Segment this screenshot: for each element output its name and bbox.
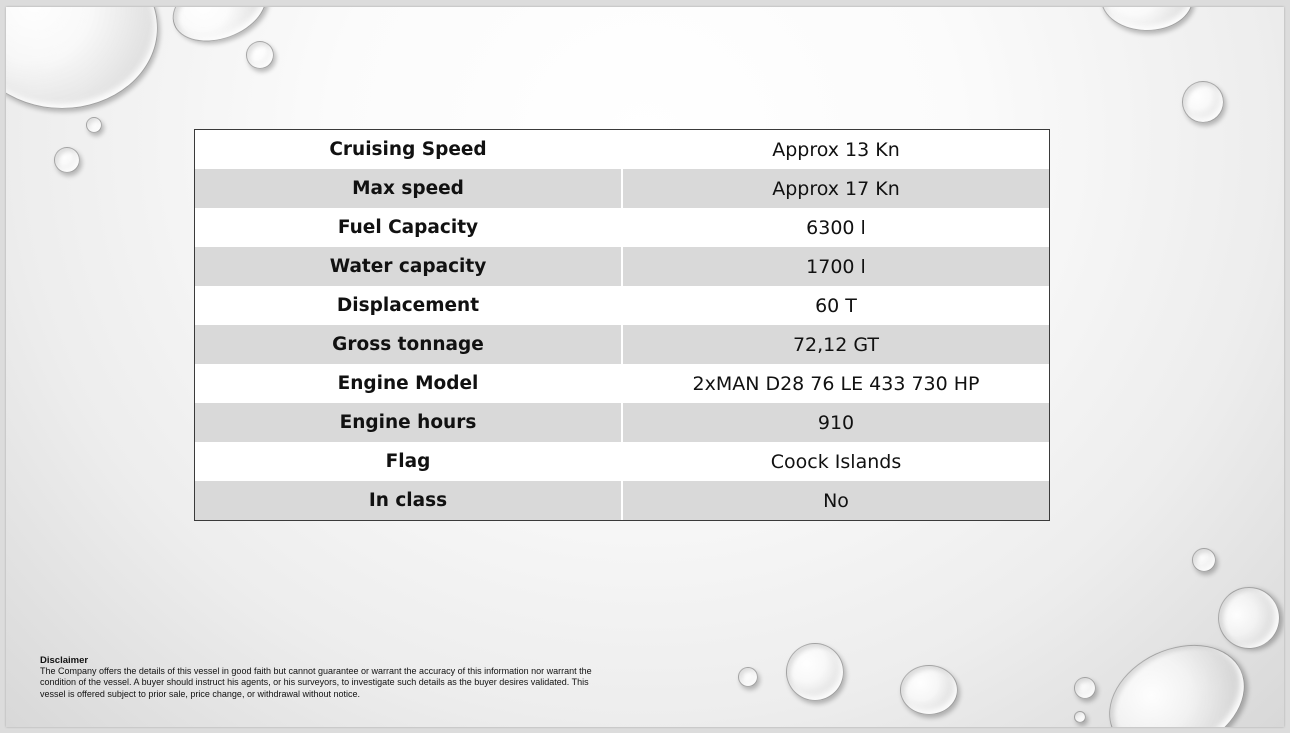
spec-value: No (622, 481, 1049, 520)
table-row (195, 403, 1049, 442)
table-row (195, 364, 1049, 403)
water-drop-decoration (1182, 81, 1224, 123)
water-drop-decoration (1074, 711, 1086, 723)
disclaimer-title: Disclaimer (40, 655, 89, 666)
spec-value: 1700 l (622, 247, 1049, 286)
spec-label: Cruising Speed (195, 130, 622, 169)
water-drop-decoration (1074, 677, 1096, 699)
water-drop-decoration (86, 117, 102, 133)
water-drop-decoration (738, 667, 758, 687)
water-drop-decoration (246, 41, 274, 69)
disclaimer-text: The Company offers the details of this vessel in good faith but cannot guarantee or warrant the accuracy of this information nor warrant the condition of the vessel. A buyer should instruct his agents, or his surveyors, to investigate such details as the buyer desires validated. This vessel is offered subject to prior sale, price change, or withdrawal without notice. (40, 666, 592, 699)
spec-value: Approx 13 Kn (622, 130, 1049, 169)
spec-label: Engine hours (195, 403, 622, 442)
spec-label: Water capacity (195, 247, 622, 286)
water-drop-decoration (900, 665, 958, 715)
table-row (195, 208, 1049, 247)
spec-value: 910 (622, 403, 1049, 442)
disclaimer (40, 655, 600, 700)
water-drop-decoration (1101, 7, 1193, 31)
spec-label: Max speed (195, 169, 622, 208)
spec-label: Displacement (195, 286, 622, 325)
spec-value: 2xMAN D28 76 LE 433 730 HP (622, 364, 1049, 403)
water-drop-decoration (1192, 548, 1216, 572)
water-drop-decoration (1207, 576, 1284, 661)
table-row (195, 247, 1049, 286)
water-drop-decoration (786, 643, 844, 701)
table-row (195, 325, 1049, 364)
table-row (195, 481, 1049, 520)
spec-label: Fuel Capacity (195, 208, 622, 247)
table-row (195, 169, 1049, 208)
table-row (195, 286, 1049, 325)
water-drop-decoration (54, 147, 80, 173)
spec-label: Flag (195, 442, 622, 481)
water-drop-decoration (6, 7, 158, 109)
spec-value: 6300 l (622, 208, 1049, 247)
spec-label: In class (195, 481, 622, 520)
spec-value: Approx 17 Kn (622, 169, 1049, 208)
specs-table-grid (195, 130, 1049, 520)
spec-label: Gross tonnage (195, 325, 622, 364)
table-row (195, 130, 1049, 169)
spec-value: Coock Islands (622, 442, 1049, 481)
table-row (195, 442, 1049, 481)
spec-label: Engine Model (195, 364, 622, 403)
spec-value: 72,12 GT (622, 325, 1049, 364)
specs-table (194, 129, 1050, 521)
spec-value: 60 T (622, 286, 1049, 325)
slide (6, 7, 1284, 727)
